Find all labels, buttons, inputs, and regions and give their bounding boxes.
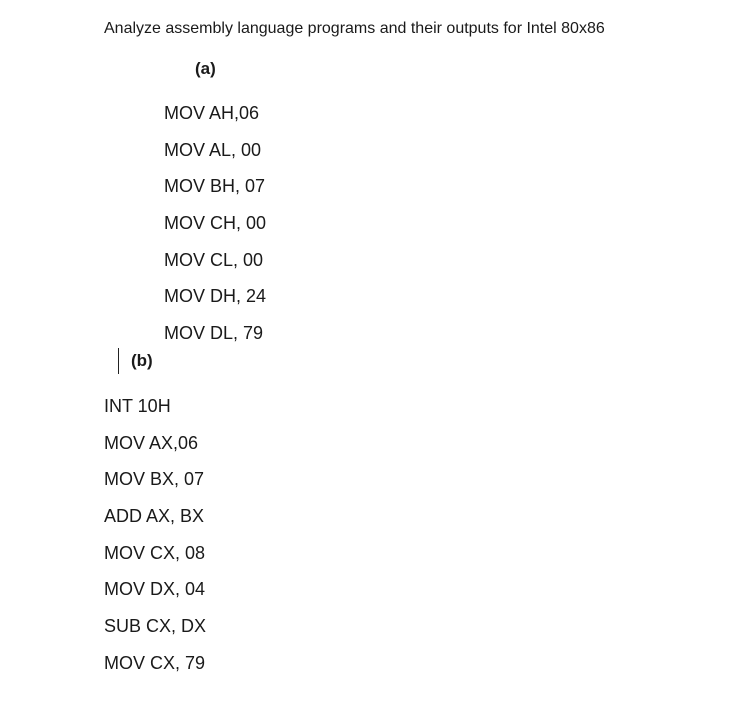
code-line: MOV CX, 08 <box>104 542 206 563</box>
section-b-label: (b) <box>131 351 153 370</box>
code-line: MOV CL, 00 <box>164 249 264 270</box>
page-heading: Analyze assembly language programs and their outputs for Intel 80x86 <box>104 20 605 37</box>
code-line: MOV AH,06 <box>164 103 260 123</box>
code-line: MOV BH, 07 <box>164 176 266 197</box>
code-line: MOV DH, 24 <box>164 286 267 307</box>
code-line: MOV CH, 00 <box>164 213 267 234</box>
section-b-code <box>104 388 206 682</box>
text-cursor <box>118 348 119 374</box>
code-line: MOV AL, 00 <box>164 139 262 160</box>
code-line: MOV AX,06 <box>104 432 199 453</box>
section-a-label: (a) <box>195 59 216 78</box>
code-line: SUB CX, DX <box>104 616 207 637</box>
code-line: MOV DL, 79 <box>164 323 264 344</box>
code-line: INT 10H <box>104 396 171 416</box>
code-line: MOV CX, 79 <box>104 652 206 673</box>
code-line: MOV BX, 07 <box>104 469 205 490</box>
section-a-code <box>164 95 266 352</box>
code-line: MOV DX, 04 <box>104 579 206 600</box>
code-line: ADD AX, BX <box>104 506 205 527</box>
